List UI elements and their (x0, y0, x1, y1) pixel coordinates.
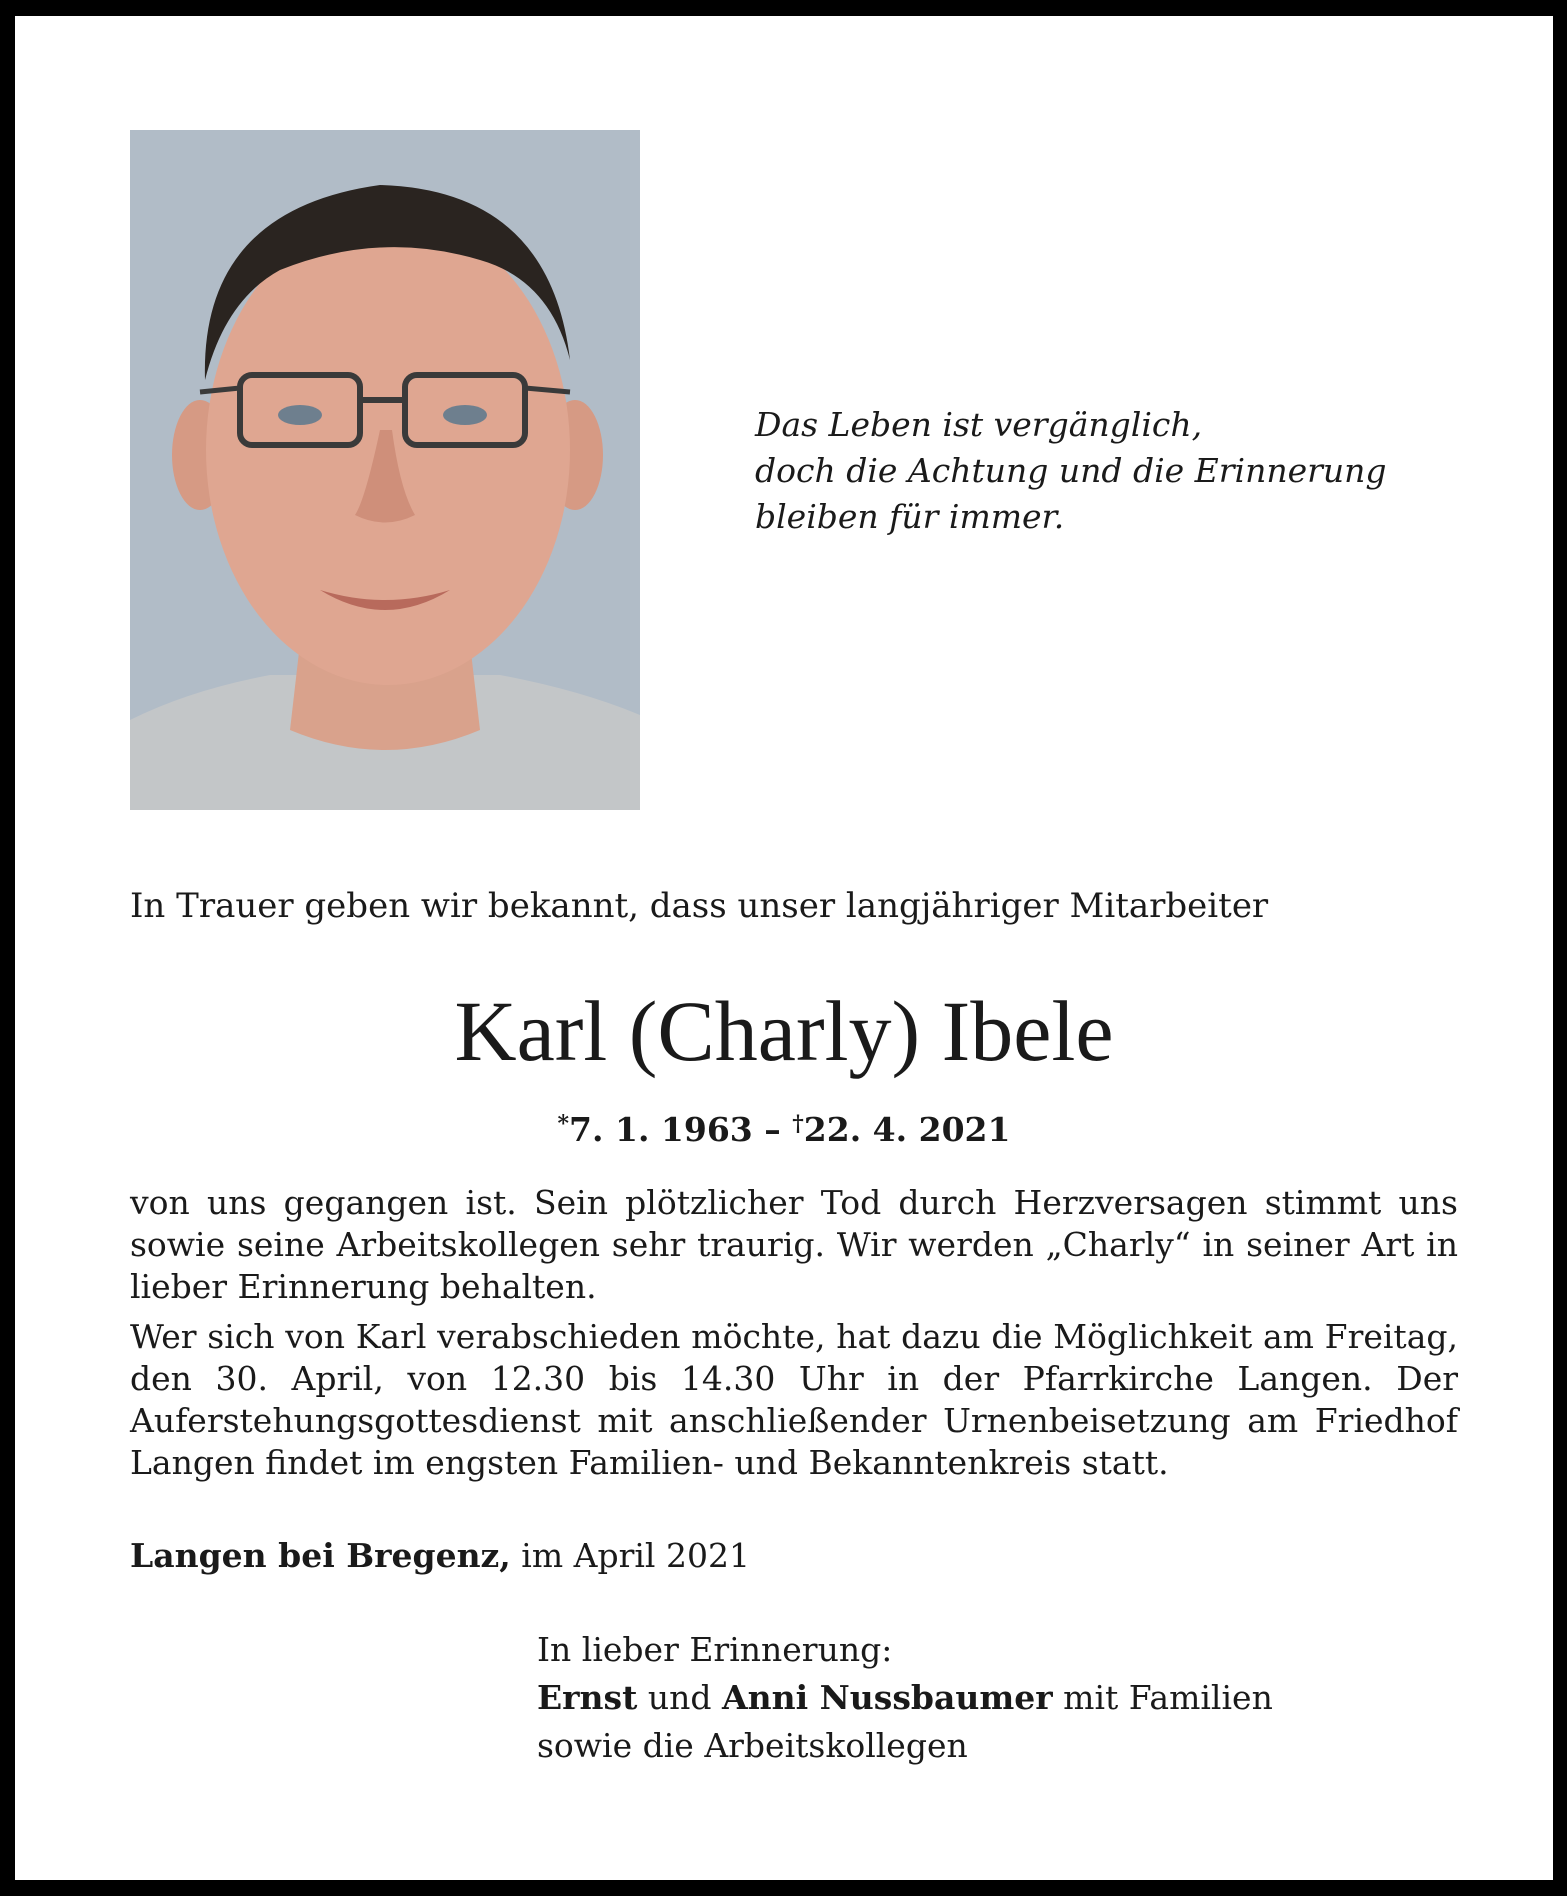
obituary-body (130, 1182, 1458, 1492)
memory-name-2: Anni Nussbaumer (721, 1678, 1053, 1717)
quote-line: doch die Achtung und die Erinnerung (755, 451, 1387, 490)
place-location: Langen bei Bregenz, (130, 1536, 511, 1575)
portrait-photo (130, 130, 640, 810)
date-separator: – (752, 1110, 793, 1149)
birth-symbol: * (557, 1111, 570, 1137)
birth-date: 7. 1. 1963 (569, 1110, 753, 1149)
memory-name-1: Ernst (537, 1678, 638, 1717)
signature-block (537, 1628, 1273, 1772)
memory-heading: In lieber Erinnerung: (537, 1630, 893, 1669)
death-date: 22. 4. 2021 (803, 1110, 1011, 1149)
obituary-page (15, 16, 1553, 1880)
death-symbol: † (792, 1111, 804, 1137)
memorial-quote (755, 402, 1387, 540)
intro-text: In Trauer geben wir bekannt, dass unser langjähriger Mitarbeiter (130, 886, 1269, 926)
memory-suffix: mit Familien (1052, 1678, 1273, 1717)
quote-line: Das Leben ist vergänglich, (755, 405, 1203, 444)
memory-conj: und (637, 1678, 722, 1717)
place-date: im April 2021 (510, 1536, 750, 1575)
place-and-date (130, 1534, 750, 1578)
deceased-name: Karl (Charly) Ibele (454, 983, 1114, 1079)
quote-line: bleiben für immer. (755, 497, 1065, 536)
body-paragraph: Wer sich von Karl verabschieden möchte, hat dazu die Möglichkeit am Freitag, den 30. April, von 12.30 bis 14.30 Uhr in der Pfarrkirche Langen. Der Auferstehungsgottesdienst mit anschließender Urnenbeisetzung am Friedhof Langen findet im engsten Familien- und Bekanntenkreis statt. (130, 1317, 1458, 1482)
body-paragraph: von uns gegangen ist. Sein plötzlicher Tod durch Herzversagen stimmt uns sowie seine Arbeitskollegen sehr traurig. Wir werden „Charly“ in seiner Art in lieber Erinnerung behalten. (130, 1183, 1458, 1306)
life-dates (15, 1102, 1553, 1152)
memory-line-3: sowie die Arbeitskollegen (537, 1726, 968, 1765)
portrait-illustration (130, 130, 640, 810)
memory-names (537, 1676, 1273, 1720)
